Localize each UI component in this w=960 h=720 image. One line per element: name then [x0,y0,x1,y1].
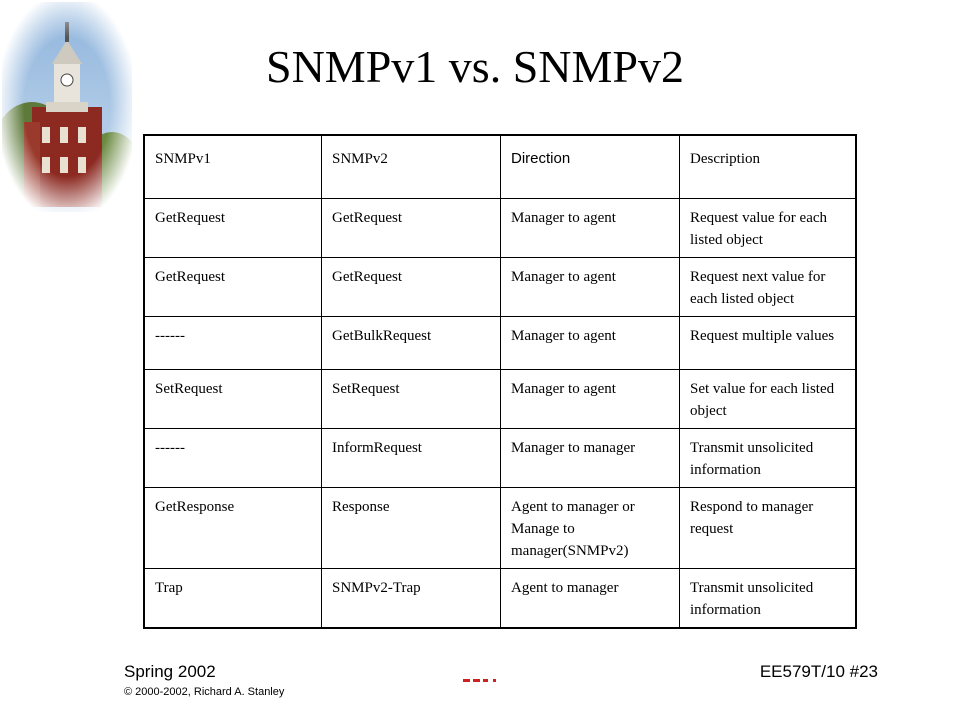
cell-snmpv2: SNMPv2-Trap [322,569,501,629]
cell-direction: Manager to agent [501,370,680,429]
cell-description: Request next value for each listed object [680,258,857,317]
cell-snmpv2: GetRequest [322,258,501,317]
header-direction: Direction [501,135,680,199]
cell-snmpv1: Trap [144,569,322,629]
cell-direction: Agent to manager or Manage to manager(SNMPv2) [501,488,680,569]
cell-description: Respond to manager request [680,488,857,569]
table-row [144,569,856,629]
header-description: Description [680,135,857,199]
table-row [144,258,856,317]
cell-snmpv1: ------ [144,429,322,488]
cell-description: Transmit unsolicited information [680,569,857,629]
slide-title: SNMPv1 vs. SNMPv2 [266,41,684,92]
cell-snmpv1: GetResponse [144,488,322,569]
footer-copyright: © 2000-2002, Richard A. Stanley [124,686,285,698]
cell-description: Request multiple values [680,317,857,370]
cell-snmpv1: GetRequest [144,258,322,317]
header-snmpv2: SNMPv2 [322,135,501,199]
cell-description: Set value for each listed object [680,370,857,429]
header-snmpv1: SNMPv1 [144,135,322,199]
comparison-table [143,134,857,629]
footer-slide-ref: EE579T/10 #23 [759,662,878,681]
table-row [144,429,856,488]
cell-description: Request value for each listed object [680,199,857,258]
table-row [144,370,856,429]
building-clocktower-icon [2,2,132,212]
cell-direction: Manager to agent [501,258,680,317]
cell-direction: Agent to manager [501,569,680,629]
table-header-row [144,135,856,199]
cell-direction: Manager to manager [501,429,680,488]
footer-term: Spring 2002 [124,662,216,681]
cell-snmpv1: SetRequest [144,370,322,429]
cell-snmpv2: GetRequest [322,199,501,258]
cell-description: Transmit unsolicited information [680,429,857,488]
cell-snmpv2: Response [322,488,501,569]
cell-snmpv1: GetRequest [144,199,322,258]
cell-snmpv2: GetBulkRequest [322,317,501,370]
cell-snmpv2: InformRequest [322,429,501,488]
table-row [144,199,856,258]
cell-direction: Manager to agent [501,199,680,258]
footer-decorative-mark [463,676,499,684]
cell-snmpv2: SetRequest [322,370,501,429]
table-row [144,488,856,569]
cell-direction: Manager to agent [501,317,680,370]
cell-snmpv1: ------ [144,317,322,370]
table-row [144,317,856,370]
